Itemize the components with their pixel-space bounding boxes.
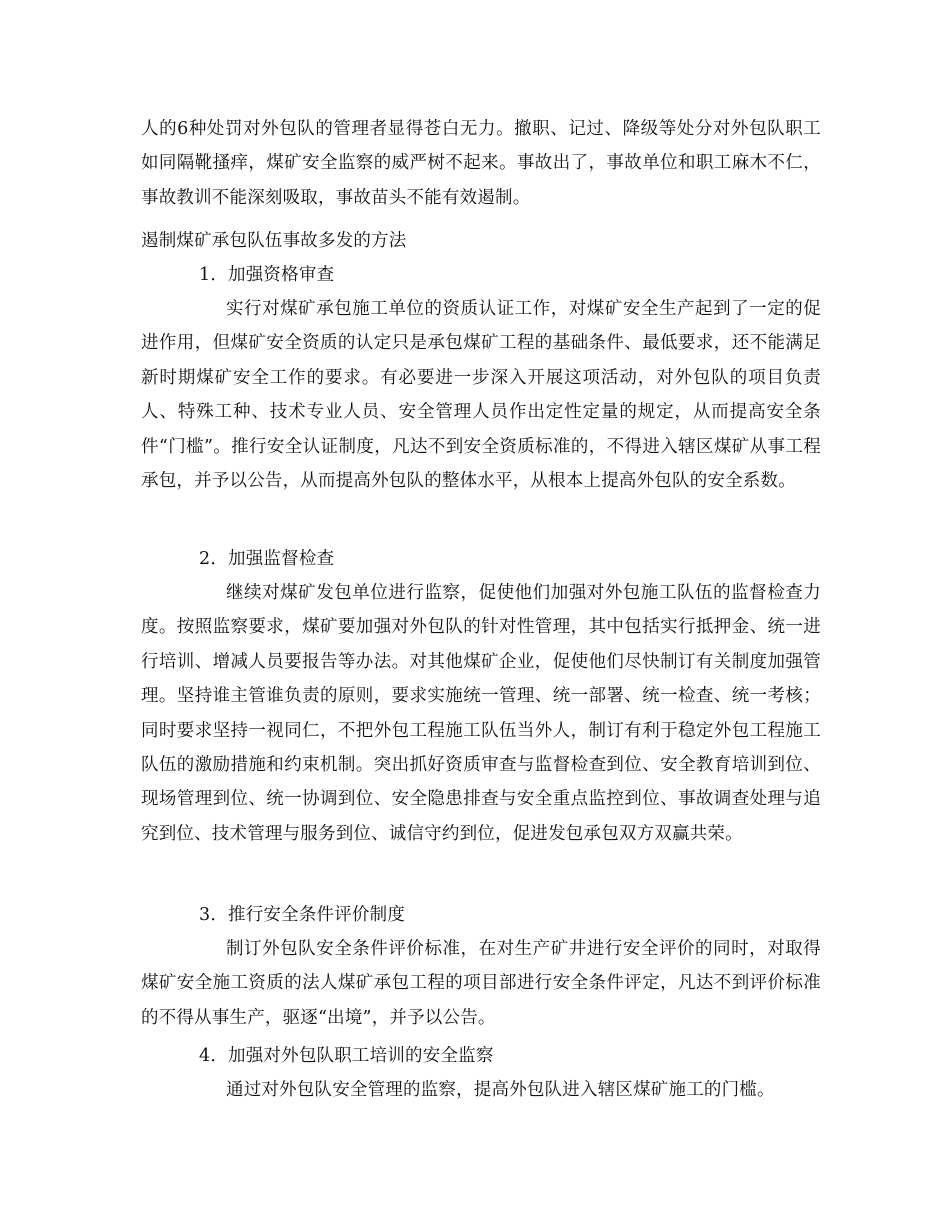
item-1-body: 实行对煤矿承包施工单位的资质认证工作，对煤矿安全生产起到了一定的促进作用，但煤矿安全资质的认定只是承包煤矿工程的基础条件、最低要求，还不能满足新时期煤矿安全工作的要求。有必要进一步深入开展这项活动，对外包队的项目负责人、特殊工种、技术专业人员、安全管理人员作出定性定量的规定，从而提高安全条件“门槛”。推行安全认证制度，凡达不到安全资质标准的，不得进入辖区煤矿从事工程承包，并予以公告，从而提高外包队的整体水平，从根本上提高外包队的安全系数。	[141, 299, 821, 492]
item-4-body: 通过对外包队安全管理的监察，提高外包队进入辖区煤矿施工的门槛。	[226, 1080, 775, 1100]
item-3-heading: 3．推行安全条件评价制度	[199, 905, 406, 925]
item-3-body: 制订外包队安全条件评价标准，在对生产矿井进行安全评价的同时，对取得煤矿安全施工资质的法人煤矿承包工程的项目部进行安全条件评定，凡达不到评价标准的不得从事生产，驱逐“出境”，并予以公告。	[141, 939, 821, 1028]
item-2-body: 继续对煤矿发包单位进行监察，促使他们加强对外包施工队伍的监督检查力度。按照监察要求，煤矿要加强对外包队的针对性管理，其中包括实行抵押金、统一进行培训、增减人员要报告等办法。对其他煤矿企业，促使他们尽快制订有关制度加强管理。坚持谁主管谁负责的原则，要求实施统一管理、统一部署、统一检查、统一考核；同时要求坚持一视同仁，不把外包工程施工队伍当外人，制订有利于稳定外包工程施工队伍的激励措施和约束机制。突出抓好资质审查与监督检查到位、安全教育培训到位、现场管理到位、统一协调到位、安全隐患排查与安全重点监控到位、事故调查处理与追究到位、技术管理与服务到位、诚信守约到位，促进发包承包双方双赢共荣。	[141, 583, 821, 844]
item-1-heading: 1．加强资格审查	[199, 265, 335, 285]
intro-paragraph: 人的6种处罚对外包队的管理者显得苍白无力。撤职、记过、降级等处分对外包队职工如同隔靴搔痒，煤矿安全监察的威严树不起来。事故出了，事故单位和职工麻木不仁，事故教训不能深刻吸取，事故苗头不能有效遏制。	[141, 119, 821, 208]
section-title: 遏制煤矿承包队伍事故多发的方法	[141, 231, 407, 251]
item-4-heading: 4．加强对外包队职工培训的安全监察	[199, 1046, 494, 1066]
item-2-heading: 2．加强监督检查	[199, 549, 335, 569]
